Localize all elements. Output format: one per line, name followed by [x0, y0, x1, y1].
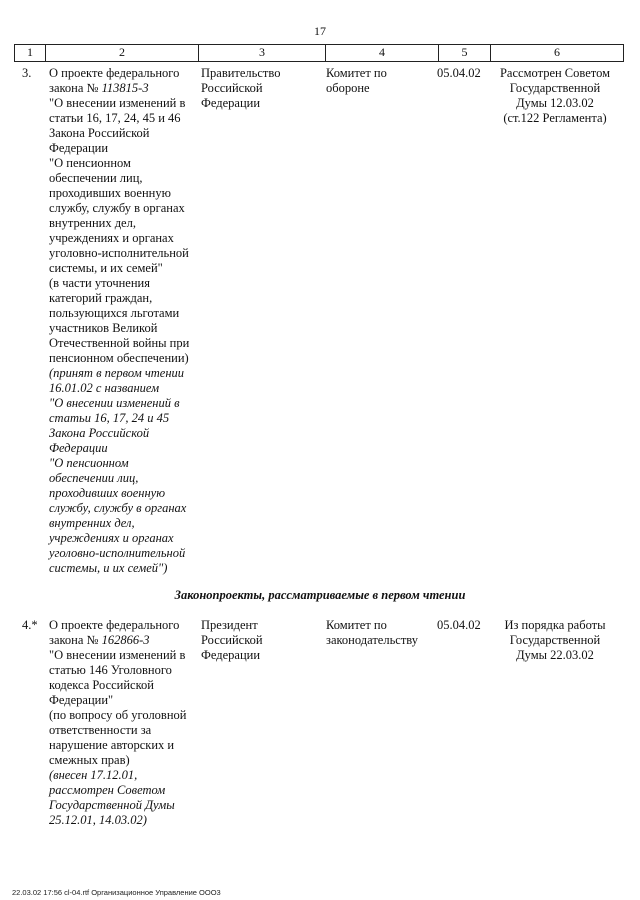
bill-note-line: 25.12.01, 14.03.02) [49, 813, 147, 827]
status-line: Государственной [509, 81, 601, 95]
col-1-number: 1 [15, 45, 46, 61]
col-4-number: 4 [326, 45, 439, 61]
column-number-header [14, 44, 624, 62]
committee-line: законодательству [326, 633, 419, 647]
subject-line: Федерации [201, 96, 261, 110]
responsible-committee [326, 66, 434, 96]
status-line: Из порядка работы [504, 618, 606, 632]
bill-note-line: Государственной Думы [49, 798, 175, 812]
subject-line: Российской [201, 633, 263, 647]
status-line: Рассмотрен Советом [499, 66, 610, 80]
page-number: 17 [314, 24, 326, 38]
bill-text-line: учреждениях и органах [49, 231, 174, 245]
bill-note-line: проходивших военную [49, 486, 166, 500]
status-line: Государственной [509, 633, 601, 647]
legislative-initiative-subject [201, 66, 321, 111]
bill-text-line: внутренних дел, [49, 216, 136, 230]
bill-text-line: О проекте федерального [49, 618, 180, 632]
responsible-committee [326, 618, 434, 648]
bill-text-line: нарушение авторских и [49, 738, 175, 752]
bill-text-line: службу, службу в органах [49, 201, 185, 215]
bill-note-line: (принят в первом чтении [49, 366, 185, 380]
bill-text-line: Федерации" [49, 693, 114, 707]
bill-note-line: (внесен 17.12.01, [49, 768, 138, 782]
col-3-number: 3 [199, 45, 326, 61]
subject-line: Президент [201, 618, 258, 632]
bill-text-line: статью 146 Уголовного [49, 663, 172, 677]
col-2-number: 2 [46, 45, 199, 61]
bill-text-line: ответственности за [49, 723, 152, 737]
bill-text-line: Отечественной войны при [49, 336, 190, 350]
bill-text-line: О проекте федерального [49, 66, 180, 80]
bill-text-line: уголовно-исполнительной [49, 246, 189, 260]
col-6-number: 6 [554, 45, 560, 59]
bill-text-line: обеспечении лиц, [49, 171, 143, 185]
bill-text-line: статьи 16, 17, 24, 45 и 46 [49, 111, 181, 125]
bill-note-line: службу, службу в органах [49, 501, 187, 515]
bill-text-line: "О внесении изменений в [49, 96, 186, 110]
bill-number: 162866-3 [101, 633, 150, 647]
bill-description [49, 618, 201, 828]
bill-text-line: "О внесении изменений в [49, 648, 186, 662]
bill-note-line: статьи 16, 17, 24 и 45 [49, 411, 170, 425]
bill-note-line: внутренних дел, [49, 516, 135, 530]
section-heading: Законопроекты, рассматриваемые в первом чтении [174, 588, 466, 602]
bill-text-line: "О пенсионном [49, 156, 131, 170]
row-number: 3. [22, 66, 32, 80]
status-note [490, 618, 620, 663]
status-note [490, 66, 620, 126]
bill-text-line: Федерации [49, 141, 109, 155]
bill-note-line: 16.01.02 с названием [49, 381, 160, 395]
bill-text-line: (по вопросу об уголовной [49, 708, 187, 722]
bill-description [49, 66, 201, 576]
bill-text-line: смежных прав) [49, 753, 130, 767]
bill-note-line: обеспечении лиц, [49, 471, 139, 485]
bill-text-line: (в части уточнения [49, 276, 150, 290]
committee-line: обороне [326, 81, 370, 95]
bill-text-line: участников Великой [49, 321, 158, 335]
legislative-initiative-subject [201, 618, 321, 663]
subject-line: Правительство [201, 66, 281, 80]
bill-text-line: кодекса Российской [49, 678, 154, 692]
bill-text-line: пользующихся льготами [49, 306, 180, 320]
bill-note-line: учреждениях и органах [49, 531, 174, 545]
subject-line: Российской [201, 81, 263, 95]
committee-line: Комитет по [326, 618, 387, 632]
bill-note-line: Федерации [49, 441, 108, 455]
bill-text-line: категорий граждан, [49, 291, 153, 305]
bill-note-line: "О внесении изменений в [49, 396, 180, 410]
status-line: Думы 22.03.02 [516, 648, 594, 662]
bill-text-line: проходивших военную [49, 186, 171, 200]
bill-text-line: Закона Российской [49, 126, 150, 140]
bill-note-line: "О пенсионном [49, 456, 129, 470]
bill-note-line: системы, и их семей") [49, 561, 168, 575]
bill-text-line: пенсионном обеспечении) [49, 351, 189, 365]
status-line: (ст.122 Регламента) [503, 111, 607, 125]
subject-line: Федерации [201, 648, 261, 662]
bill-note-line: Закона Российской [49, 426, 150, 440]
bill-text-line: закона № 162866-3 [49, 633, 150, 647]
bill-number: 113815-3 [101, 81, 149, 95]
page-footer: 22.03.02 17:56 cl-04.rtf Организационное Управление ООО3 [12, 888, 221, 897]
bill-note-line: уголовно-исполнительной [49, 546, 186, 560]
status-line: Думы 12.03.02 [516, 96, 594, 110]
consideration-date: 05.04.02 [437, 66, 481, 80]
bill-text-line: системы, и их семей" [49, 261, 163, 275]
bill-note-line: рассмотрен Советом [49, 783, 166, 797]
row-number: 4.* [22, 618, 38, 632]
col-5-number: 5 [439, 45, 491, 61]
consideration-date: 05.04.02 [437, 618, 481, 632]
committee-line: Комитет по [326, 66, 387, 80]
bill-text-line: закона № 113815-3 [49, 81, 149, 95]
